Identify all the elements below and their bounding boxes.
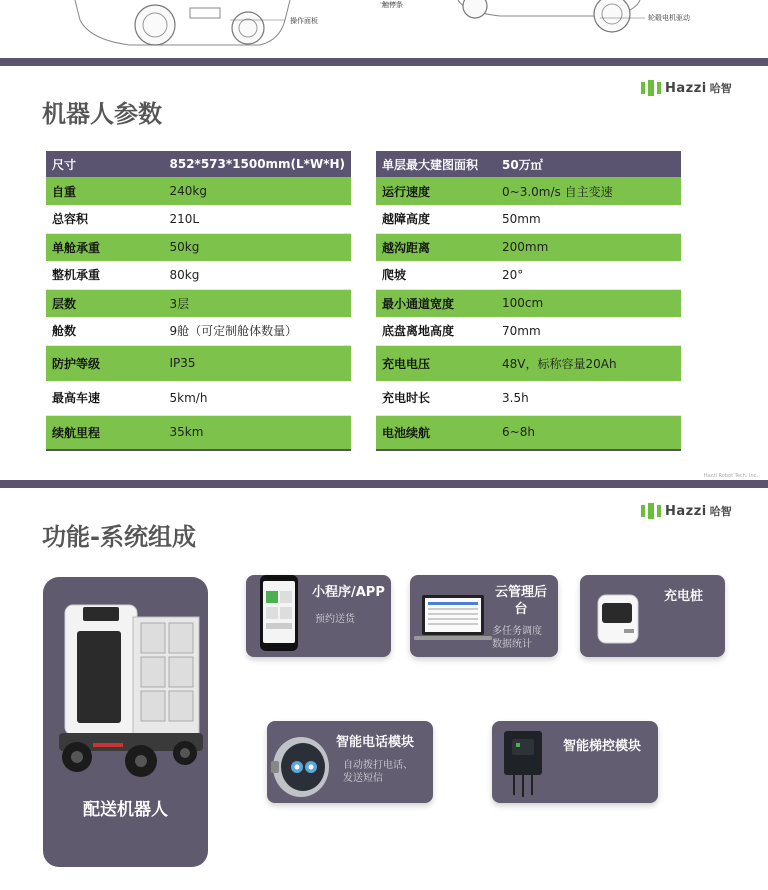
delivery-robot-card[interactable] [43, 577, 208, 867]
feature-sub-app: 预约送货 [315, 614, 355, 625]
param-key: 充电时长 [376, 381, 496, 415]
param-key: 防护等级 [46, 345, 164, 381]
table-bottom-rule [376, 449, 681, 451]
table-row [376, 233, 681, 261]
param-value: IP35 [164, 345, 352, 381]
param-key: 爬坡 [376, 261, 496, 289]
logo-text-cn: 哈智 [709, 82, 732, 95]
param-value: 9舱（可定制舱体数量） [164, 317, 352, 345]
hazzi-logo-icon [640, 80, 662, 96]
param-value: 100cm [496, 289, 681, 317]
table-row [376, 261, 681, 289]
feature-title-cloud [488, 584, 554, 618]
param-key: 最小通道宽度 [376, 289, 496, 317]
param-value: 48V，标称容量20Ah [496, 345, 681, 381]
hazzi-logo [640, 80, 732, 96]
param-key: 运行速度 [376, 177, 496, 205]
table-row [46, 381, 351, 415]
logo-text: Hazzi [665, 503, 707, 519]
label-control-panel: 操作面板 [290, 17, 318, 25]
laptop-icon [414, 593, 492, 645]
table-row [376, 205, 681, 233]
param-key: 整机承重 [46, 261, 164, 289]
section-title-system: 功能-系统组成 [42, 523, 196, 551]
table-row [46, 233, 351, 261]
table-row [46, 177, 351, 205]
param-value: 20° [496, 261, 681, 289]
param-key: 单层最大建图面积 [376, 151, 496, 177]
param-key: 舱数 [46, 317, 164, 345]
previous-slide-strip [0, 0, 768, 58]
param-value: 80kg [164, 261, 352, 289]
param-value: 0~3.0m/s 自主变速 [496, 177, 681, 205]
table-row [46, 289, 351, 317]
charging-pile-icon [594, 589, 644, 647]
feature-title-app: 小程序/APP [312, 585, 385, 600]
feature-card-phone-module[interactable] [267, 721, 433, 803]
delivery-robot-label: 配送机器人 [83, 800, 168, 820]
table-bottom-rule [46, 449, 351, 451]
param-key: 单舱承重 [46, 233, 164, 261]
table-row [376, 317, 681, 345]
param-key: 最高车速 [46, 381, 164, 415]
feature-title-cloud-line2: 台 [514, 602, 528, 617]
table-row [46, 345, 351, 381]
table-row [46, 415, 351, 449]
table-row [46, 151, 351, 177]
table-row [46, 205, 351, 233]
hazzi-logo [640, 503, 732, 519]
params-table-right [376, 151, 681, 449]
param-value: 35km [164, 415, 352, 449]
param-key: 层数 [46, 289, 164, 317]
params-table-left [46, 151, 351, 449]
table-row [376, 415, 681, 449]
param-value: 200mm [496, 233, 681, 261]
param-value: 5km/h [164, 381, 352, 415]
param-value: 210L [164, 205, 352, 233]
param-key: 自重 [46, 177, 164, 205]
slide-divider-bar [0, 480, 768, 488]
table-row [376, 345, 681, 381]
label-touch-strip: 触停条 [382, 1, 403, 9]
param-value: 50万㎡ [496, 151, 681, 177]
feature-sub-phone-line2: 发送短信 [343, 773, 383, 784]
param-key: 续航里程 [46, 415, 164, 449]
param-value: 240kg [164, 177, 352, 205]
feature-card-app[interactable] [246, 575, 391, 657]
param-key: 总容积 [46, 205, 164, 233]
feature-sub-cloud [492, 625, 542, 651]
table-row [376, 381, 681, 415]
feature-card-charger[interactable] [580, 575, 725, 657]
delivery-robot-image [43, 577, 208, 787]
logo-text: Hazzi [665, 80, 707, 96]
table-row [46, 317, 351, 345]
phone-module-icon [267, 727, 331, 797]
feature-title-charger: 充电桩 [664, 589, 704, 604]
logo-text-cn: 哈智 [709, 505, 732, 518]
feature-sub-phone-module [343, 759, 413, 785]
param-value: 50mm [496, 205, 681, 233]
param-key: 充电电压 [376, 345, 496, 381]
table-row [376, 151, 681, 177]
slide-divider-bar [0, 58, 768, 66]
phone-icon [258, 575, 300, 655]
param-value: 6~8h [496, 415, 681, 449]
param-key: 底盘离地高度 [376, 317, 496, 345]
feature-sub-cloud-line2: 数据统计 [492, 639, 532, 650]
param-key: 越沟距离 [376, 233, 496, 261]
param-key: 电池续航 [376, 415, 496, 449]
page-title: 机器人参数 [42, 100, 162, 128]
feature-card-cloud[interactable] [410, 575, 558, 657]
elevator-module-icon [502, 727, 546, 799]
param-value: 70mm [496, 317, 681, 345]
copyright-credit: Hazzi Robot Tech. Inc. [703, 473, 758, 479]
param-key: 越障高度 [376, 205, 496, 233]
label-hub-motor: 轮毂电机驱动 [648, 14, 690, 22]
feature-sub-phone-line1: 自动拨打电话、 [343, 760, 413, 771]
feature-title-elevator-module: 智能梯控模块 [563, 739, 642, 754]
feature-sub-cloud-line1: 多任务调度 [492, 626, 542, 637]
param-key: 尺寸 [46, 151, 164, 177]
param-value: 852*573*1500mm(L*W*H) [164, 151, 352, 177]
table-row [376, 177, 681, 205]
feature-card-elevator-module[interactable] [492, 721, 658, 803]
feature-title-cloud-line1: 云管理后 [494, 585, 547, 600]
param-value: 3层 [164, 289, 352, 317]
feature-title-phone-module: 智能电话模块 [336, 735, 415, 750]
table-row [376, 289, 681, 317]
param-value: 50kg [164, 233, 352, 261]
param-value: 3.5h [496, 381, 681, 415]
hazzi-logo-icon [640, 503, 662, 519]
table-row [46, 261, 351, 289]
